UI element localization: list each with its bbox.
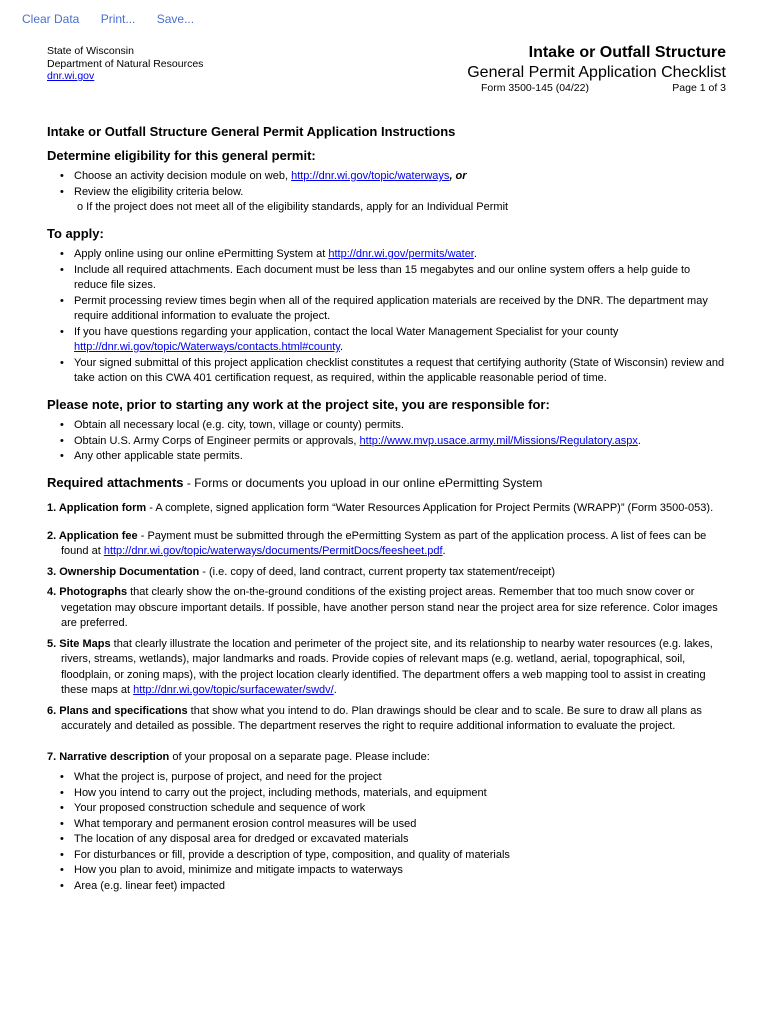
- agency-department: Department of Natural Resources: [47, 57, 204, 70]
- apply-heading: To apply:: [47, 225, 104, 241]
- responsibilities-list: [47, 418, 726, 465]
- responsibilities-heading: Please note, prior to starting any work at the project site, you are responsible for:: [47, 396, 550, 412]
- attachment-item: 3. Ownership Documentation - (i.e. copy of deed, land contract, current property tax statement/receipt): [47, 565, 556, 578]
- list-item: • What temporary and permanent erosion control measures will be used: [74, 817, 726, 833]
- save-button[interactable]: Save...: [156, 12, 195, 26]
- form-toolbar: [22, 12, 212, 26]
- list-item: • Your proposed construction schedule and sequence of work: [74, 801, 726, 817]
- list-item: • Obtain U.S. Army Corps of Engineer permits or approvals, http://www.mvp.usace.army.mil/Missions/Regulatory.aspx.: [74, 434, 726, 450]
- required-attachments-heading: Required attachments - Forms or documents you upload in our online ePermitting System: [47, 474, 543, 490]
- agency-state: State of Wisconsin: [47, 45, 134, 57]
- list-item: • Area (e.g. linear feet) impacted: [74, 879, 726, 895]
- eligibility-heading: Determine eligibility for this general permit:: [47, 147, 316, 163]
- page-number: Page 1 of 3: [672, 82, 726, 94]
- usace-link[interactable]: http://www.mvp.usace.army.mil/Missions/Regulatory.aspx: [359, 434, 638, 447]
- swdv-link[interactable]: http://dnr.wi.gov/topic/surfacewater/swdv/: [133, 684, 334, 696]
- apply-list: [47, 247, 726, 387]
- list-item: • For disturbances or fill, provide a description of type, composition, and quality of materials: [74, 848, 726, 864]
- list-item: • What the project is, purpose of project, and need for the project: [74, 770, 726, 786]
- instructions-title: Intake or Outfall Structure General Permit Application Instructions: [47, 124, 456, 139]
- list-item: • If you have questions regarding your application, contact the local Water Management Specialist for your county http://dnr.wi.gov/topic/Waterways/contacts.html#county.: [74, 325, 726, 356]
- form-title: Intake or Outfall Structure: [528, 44, 726, 61]
- list-item: • Review the eligibility criteria below.: [74, 185, 726, 201]
- list-item: • Permit processing review times begin when all of the required application materials are received by the DNR. The department may require additional information to evaluate the project.: [74, 294, 726, 325]
- attachment-item: 5. Site Maps that clearly illustrate the location and perimeter of the project site, and its relationship to nearby water resources (e.g. lakes, rivers, streams, wetlands), major landmarks and roads. Provide copies of relevant maps (e.g. wetland, aerial, topographical, soil, floodplain, or zoning maps), with the project location clearly identified. The department offers a web mapping tool to assist in creating these maps at http://dnr.wi.gov/topic/surfacewater/swdv/.: [47, 637, 713, 696]
- agency-block: [47, 45, 203, 83]
- attachment-item: 7. Narrative description of your proposal on a separate page. Please include:: [47, 750, 430, 763]
- instructions-content: [47, 124, 726, 894]
- attachment-item: 6. Plans and specifications that show what you intend to do. Plan drawings should be clear and to scale. Be sure to draw all plans as accurately and detailed as possible. The department reserves the right to require additional information to evaluate the project.: [47, 704, 702, 732]
- list-item: • Your signed submittal of this project application checklist constitutes a request that certifying authority (State of Wisconsin) review and take action on this CWA 401 certification request, as required, within the applicable reasonable period of time.: [74, 356, 726, 387]
- narrative-list: [47, 770, 726, 894]
- epermitting-link[interactable]: http://dnr.wi.gov/permits/water: [328, 248, 474, 260]
- attachment-item: 2. Application fee - Payment must be submitted through the ePermitting System as part of the application process. A list of fees can be found at http://dnr.wi.gov/topic/waterways/documents/PermitDocs/feesheet.pdf.: [47, 529, 707, 557]
- list-item: • Obtain all necessary local (e.g. city, town, village or county) permits.: [74, 418, 726, 434]
- list-item: • How you plan to avoid, minimize and mitigate impacts to waterways: [74, 863, 726, 879]
- list-item: • Any other applicable state permits.: [74, 449, 726, 465]
- list-item: • How you intend to carry out the project, including methods, materials, and equipment: [74, 786, 726, 802]
- form-subtitle: General Permit Application Checklist: [467, 64, 726, 81]
- clear-data-button[interactable]: Clear Data: [22, 12, 80, 26]
- title-block: [467, 44, 726, 82]
- form-number: Form 3500-145 (04/22): [481, 82, 589, 94]
- feesheet-link[interactable]: http://dnr.wi.gov/topic/waterways/documents/PermitDocs/feesheet.pdf: [103, 545, 443, 557]
- eligibility-subitem: o If the project does not meet all of the eligibility standards, apply for an Individual Permit: [77, 201, 509, 213]
- list-item: • The location of any disposal area for dredged or excavated materials: [74, 832, 726, 848]
- attachment-item: 4. Photographs that clearly show the on-the-ground conditions of the existing project areas. Remember that too much snow cover or vegetation may obscure important details. If possible, have another person stand near the project area for size reference. Color images are preferred.: [47, 586, 718, 629]
- contacts-link[interactable]: http://dnr.wi.gov/topic/Waterways/contacts.html#county: [74, 341, 340, 353]
- print-button[interactable]: Print...: [100, 12, 136, 26]
- list-item: • Include all required attachments. Each document must be less than 15 megabytes and our online system offers a help guide to reduce file sizes.: [74, 263, 726, 294]
- list-item: • Apply online using our online ePermitting System at http://dnr.wi.gov/permits/water.: [74, 247, 726, 263]
- form-number-line: [481, 82, 726, 94]
- attachment-item: 1. Application form - A complete, signed application form “Water Resources Application for Project Permits (WRAPP)” (Form 3500-053).: [47, 502, 714, 514]
- waterways-link[interactable]: http://dnr.wi.gov/topic/waterways: [291, 170, 450, 182]
- agency-website-link[interactable]: dnr.wi.gov: [47, 70, 95, 82]
- eligibility-list: [47, 169, 726, 200]
- list-item: • Choose an activity decision module on web, http://dnr.wi.gov/topic/waterways, or: [74, 169, 726, 185]
